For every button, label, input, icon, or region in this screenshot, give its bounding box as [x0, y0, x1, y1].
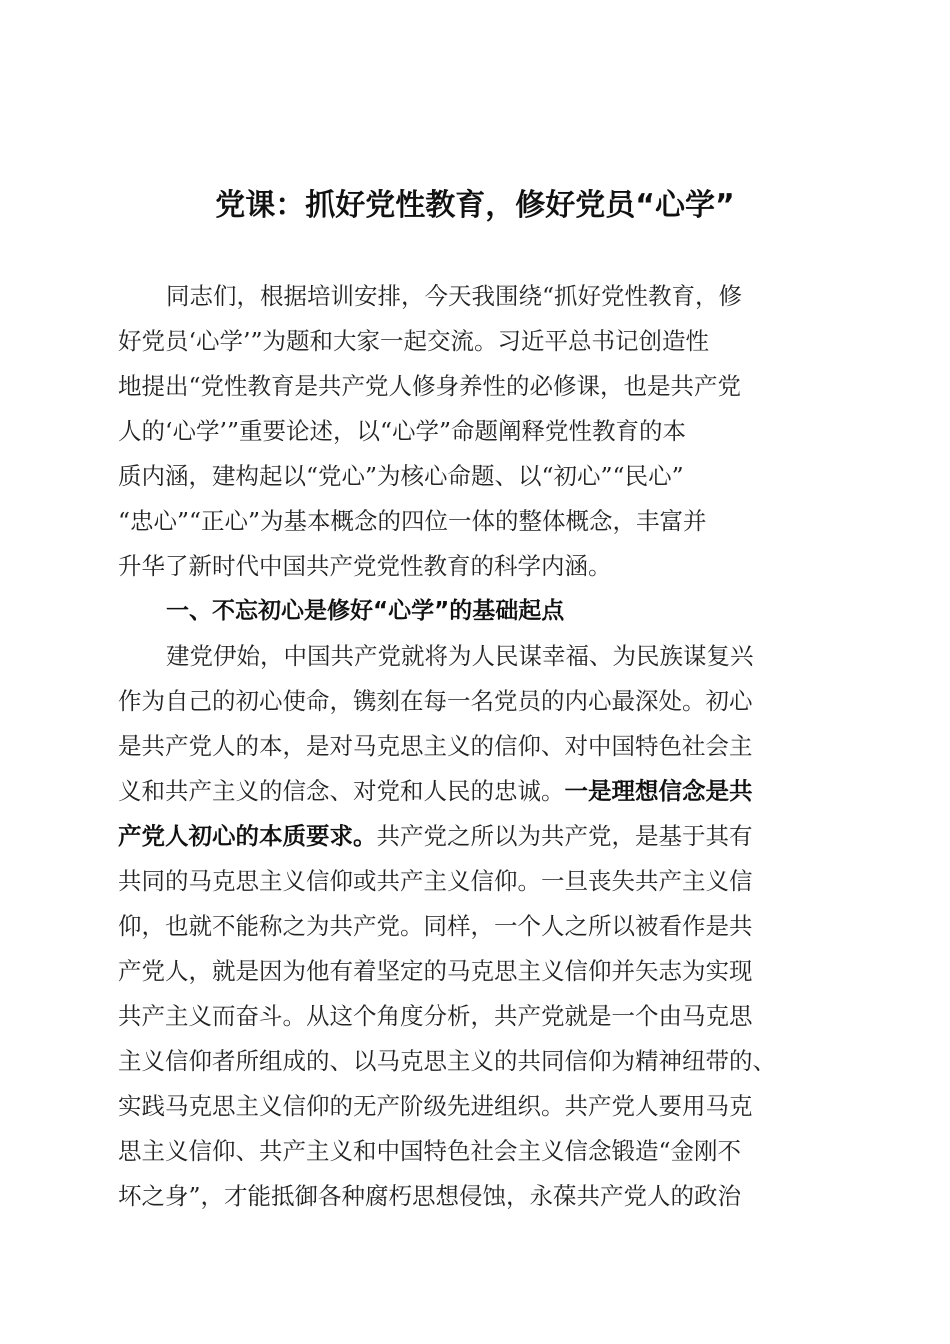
paragraph-line: 同志们，根据培训安排，今天我围绕“抓好党性教育，修 — [166, 282, 743, 310]
paragraph-line: 建党伊始，中国共产党就将为人民谋幸福、为民族谋复兴 — [166, 642, 754, 670]
paragraph-text: 义和共产主义的信念、对党和人民的忠诚。 — [118, 777, 565, 805]
page-title: 党课：抓好党性教育，修好党员“心学” — [215, 188, 735, 223]
paragraph-line: 思主义信仰、共产主义和中国特色社会主义信念锻造“金刚不 — [118, 1137, 742, 1165]
paragraph-line: 地提出“党性教育是共产党人修身养性的必修课，也是共产党 — [118, 372, 742, 400]
paragraph-line: 作为自己的初心使命，镌刻在每一名党员的内心最深处。初心 — [118, 687, 753, 715]
paragraph-line: 好党员‘心学’”为题和大家一起交流。习近平总书记创造性 — [118, 327, 709, 355]
paragraph-line: 主义信仰者所组成的、以马克思主义的共同信仰为精神纽带的、 — [118, 1047, 776, 1075]
bold-emphasis: 产党人初心的本质要求。 — [118, 822, 377, 850]
paragraph-line — [118, 769, 818, 814]
document-body — [118, 274, 818, 1219]
paragraph-line: 共同的马克思主义信仰或共产主义信仰。一旦丧失共产主义信 — [118, 867, 753, 895]
paragraph-line: 共产主义而奋斗。从这个角度分析，共产党就是一个由马克思 — [118, 1002, 753, 1030]
paragraph-line: 实践马克思主义信仰的无产阶级先进组织。共产党人要用马克 — [118, 1092, 753, 1120]
paragraph-text: 共产党之所以为共产党，是基于其有 — [376, 822, 753, 850]
section-heading: 一、不忘初心是修好“心学”的基础起点 — [166, 598, 565, 624]
paragraph-line: 质内涵，建构起以“党心”为核心命题、以“初心”“民心” — [118, 462, 684, 490]
bold-emphasis: 一是理想信念是共 — [564, 777, 753, 805]
paragraph-line: 升华了新时代中国共产党党性教育的科学内涵。 — [118, 552, 612, 580]
paragraph-line: “忠心”“正心”为基本概念的四位一体的整体概念，丰富并 — [118, 507, 707, 535]
paragraph-line: 坏之身”，才能抵御各种腐朽思想侵蚀，永葆共产党人的政治 — [118, 1182, 742, 1210]
paragraph-line: 是共产党人的本，是对马克思主义的信仰、对中国特色社会主 — [118, 732, 753, 760]
paragraph-line — [118, 814, 818, 859]
paragraph-line: 仰，也就不能称之为共产党。同样，一个人之所以被看作是共 — [118, 912, 753, 940]
paragraph-line: 人的‘心学’”重要论述，以“心学”命题阐释党性教育的本 — [118, 417, 686, 445]
paragraph-line: 产党人，就是因为他有着坚定的马克思主义信仰并矢志为实现 — [118, 957, 753, 985]
